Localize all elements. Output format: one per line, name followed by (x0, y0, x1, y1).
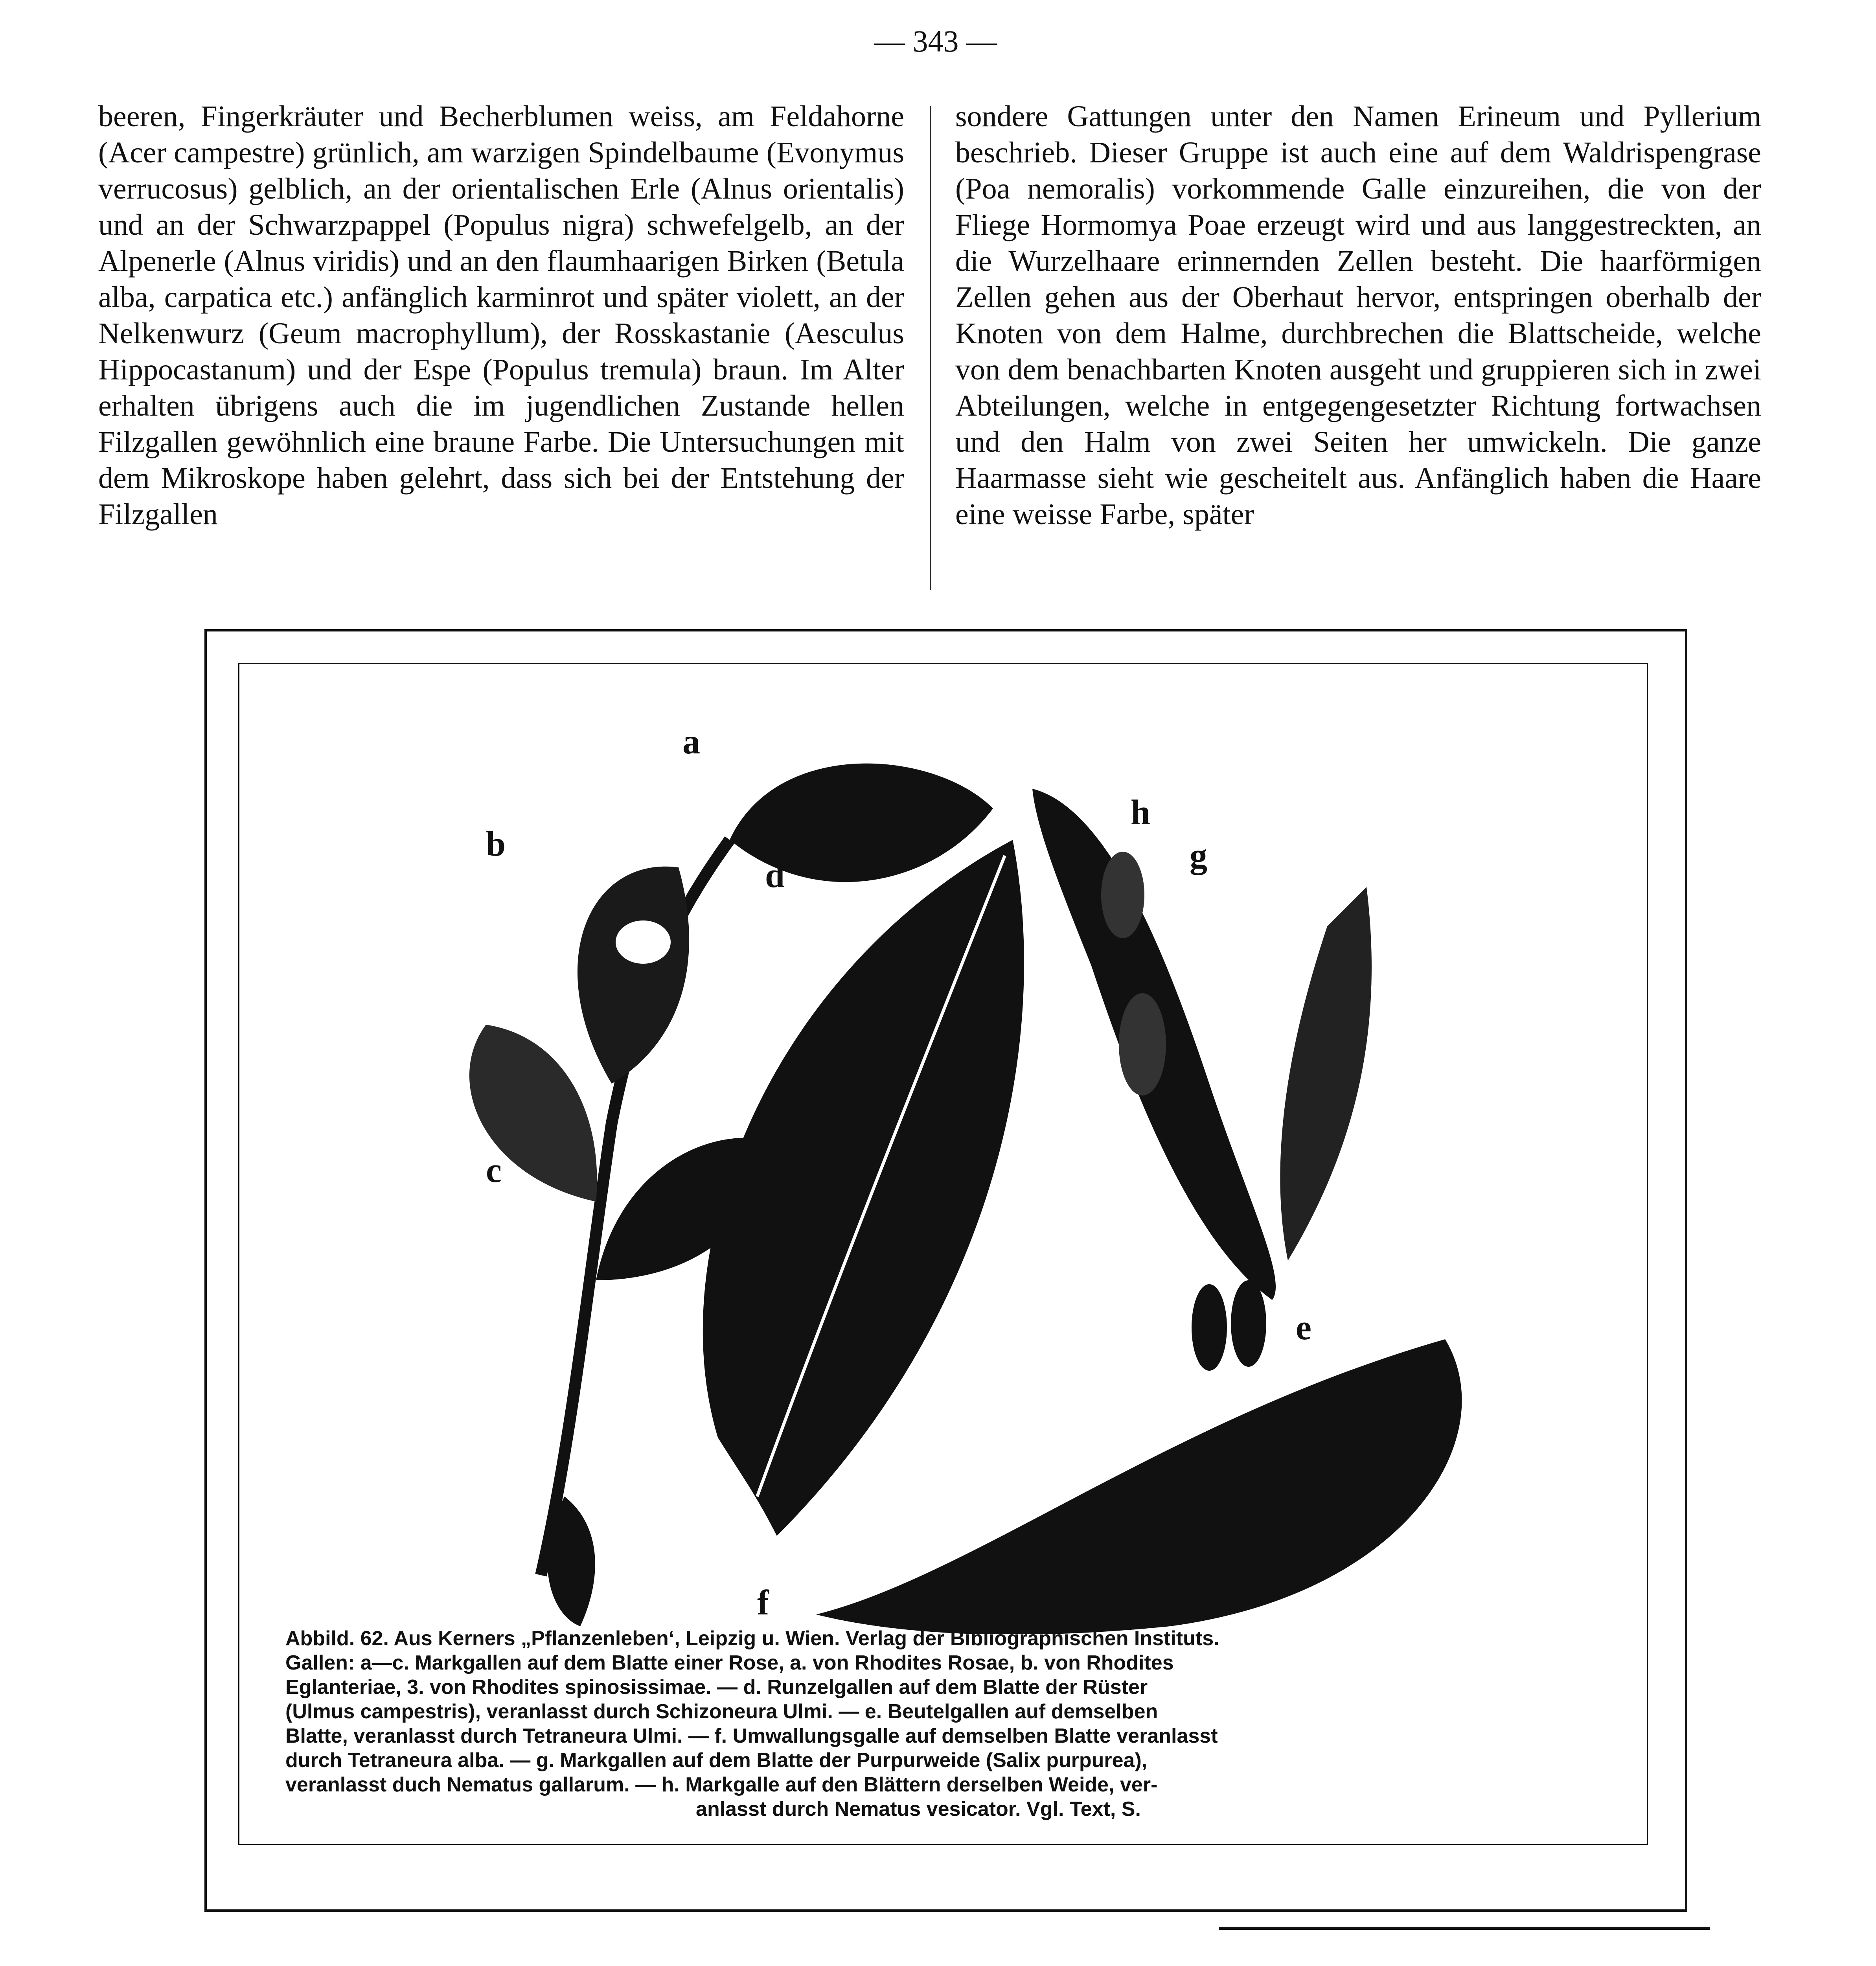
figure-label-d: d (765, 856, 785, 895)
figure-frame (204, 629, 1687, 1912)
figure-label-a: a (682, 722, 700, 761)
figure-label-e: e (1296, 1308, 1311, 1347)
figure-label-f: f (757, 1583, 769, 1622)
caption-line: anlasst durch Nematus vesicator. Vgl. Text, S. (696, 1798, 1141, 1821)
willow-gall-1 (1101, 852, 1144, 938)
beutel-gall-1 (1192, 1284, 1227, 1371)
caption-line: durch Tetraneura alba. — g. Markgallen auf dem Blatte der Purpurweide (Salix purpurea), (285, 1749, 1148, 1772)
elm-leaf-lower (816, 1339, 1462, 1634)
caption-line: Gallen: a—c. Markgallen auf dem Blatte einer Rose, a. von Rhodites Rosae, b. von Rhodites (285, 1651, 1174, 1674)
figure-underline (1219, 1927, 1710, 1930)
rose-leaf-upper-left (578, 867, 689, 1084)
caption-line: veranlasst duch Nematus gallarum. — h. Markgalle auf den Blättern derselben Weide, ver- (285, 1773, 1158, 1796)
page-number: — 343 — (874, 24, 997, 58)
column-divider (930, 106, 931, 590)
rose-gall (616, 920, 671, 964)
figure-label-b: b (486, 825, 506, 863)
figure-label-e: e (914, 1072, 930, 1111)
willow-leaf-g (1280, 887, 1372, 1261)
caption-line: (Ulmus campestris), veranlasst durch Schizoneura Ulmi. — e. Beutelgallen auf demselben (285, 1700, 1158, 1723)
caption-line: Blatte, veranlasst durch Tetraneura Ulmi. — f. Umwallungsgalle auf demselben Blatte veranlasst (285, 1725, 1218, 1747)
beutel-gall-2 (1231, 1280, 1266, 1367)
paragraph: sondere Gattungen unter den Namen Erineum und Pyllerium beschrieb. Dieser Gruppe ist auch eine auf dem Waldrispengrase (Poa nemoralis) vorkommende Galle einzureihen, die von der Fliege Hormomya Poae erzeugt wird und aus langgestreckten, an die Wurzelhaare erinnernden Zellen besteht. Die haarförmigen Zellen gehen aus der Oberhaut hervor, entspringen oberhalb der Knoten von dem Halme, durchbrechen die Blattscheide, welche von dem benachbarten Knoten ausgeht und gruppieren sich in zwei Abteilungen, welche in entgegengesetzter Richtung fortwachsen und den Halm von zwei Seiten her umwickeln. Die ganze Haarmasse sieht wie gescheitelt aus. Anfänglich haben die Haare eine weisse Farbe, später (955, 100, 1761, 531)
caption-line: Abbild. 62. Aus Kerners „Pflanzenleben‘, Leipzig u. Wien. Verlag der Bibliographischen Instituts. (285, 1627, 1219, 1650)
figure-label-g: g (1190, 836, 1207, 875)
gall-illustration (266, 690, 1563, 1634)
willow-gall-2 (1119, 993, 1166, 1095)
figure-label-f: f (730, 1426, 741, 1465)
figure-label-h: h (1131, 793, 1151, 832)
paragraph: beeren, Fingerkräuter und Becherblumen weiss, am Feldahorne (Acer campestre) grünlich, am warzigen Spindelbaume (Evonymus verrucosus) gelblich, an der orientalischen Erle (Alnus orientalis) und an der Schwarzpappel (Populus nigra) schwefelgelb, an der Alpenerle (Alnus viridis) und an den flaumhaarigen Birken (Betula alba, carpatica etc.) anfänglich karminrot und später violett, an der Nelkenwurz (Geum macrophyllum), der Rosskastanie (Aesculus Hippocastanum) und der Espe (Populus tremula) braun. Im Alter erhalten übrigens auch die im jugendlichen Zustande hellen Filzgallen gewöhnlich eine braune Farbe. Die Untersuchungen mit dem Mikroskope haben gelehrt, dass sich bei der Entstehung der Filzgallen (98, 100, 904, 531)
top-left-column (98, 98, 904, 532)
figure-label-d: d (1209, 1469, 1229, 1508)
figure-caption (285, 1626, 1551, 1821)
caption-line: Eglanteriae, 3. von Rhodites spinosissimae. — d. Runzelgallen auf dem Blatte der Rüster (285, 1676, 1148, 1699)
elm-leaf-large (703, 840, 1024, 1536)
figure-label-h: h (1190, 1171, 1210, 1209)
figure-label-c: c (486, 1151, 502, 1190)
top-right-column (955, 98, 1761, 532)
